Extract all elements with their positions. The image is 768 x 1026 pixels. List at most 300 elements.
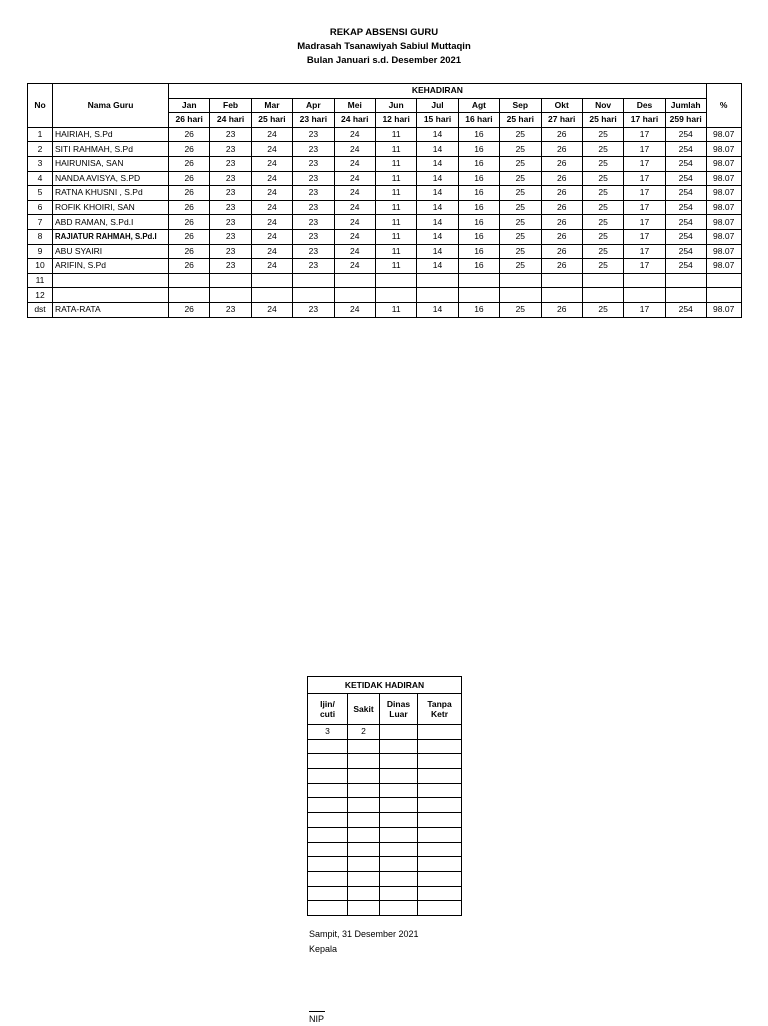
attendance-value: 254 <box>665 200 706 215</box>
attendance-value: 254 <box>665 171 706 186</box>
attendance-value: 14 <box>417 200 458 215</box>
absence-value <box>308 783 348 798</box>
attendance-value: 23 <box>210 259 251 274</box>
attendance-value <box>334 273 375 288</box>
table-row <box>28 142 742 157</box>
month-days: 25 hari <box>582 113 623 128</box>
attendance-value <box>582 288 623 303</box>
attendance-value: 23 <box>293 229 334 244</box>
month-days: 15 hari <box>417 113 458 128</box>
table-row <box>308 798 462 813</box>
teacher-name: SITI RAHMAH, S.Pd <box>53 142 169 157</box>
row-number: 5 <box>28 186 53 201</box>
attendance-percent: 98.07 <box>706 171 741 186</box>
attendance-value: 26 <box>169 142 210 157</box>
table-row <box>28 171 742 186</box>
attendance-value: 26 <box>541 156 582 171</box>
absence-header: KETIDAK HADIRAN <box>308 677 462 694</box>
absence-value <box>308 901 348 916</box>
attendance-value: 25 <box>582 200 623 215</box>
teacher-name: HAIRIAH, S.Pd <box>53 127 169 142</box>
attendance-value: 14 <box>417 171 458 186</box>
absence-value <box>308 754 348 769</box>
attendance-value: 11 <box>375 171 416 186</box>
attendance-value <box>541 288 582 303</box>
attendance-value: 24 <box>251 127 292 142</box>
col-no-header: No <box>28 84 53 128</box>
month-days: 24 hari <box>210 113 251 128</box>
attendance-value: 24 <box>334 229 375 244</box>
absence-value <box>308 886 348 901</box>
row-number: 10 <box>28 259 53 274</box>
attendance-value: 14 <box>417 259 458 274</box>
title-line-3: Bulan Januari s.d. Desember 2021 <box>306 55 462 66</box>
table-row <box>28 215 742 230</box>
attendance-value: 254 <box>665 259 706 274</box>
attendance-value: 24 <box>251 156 292 171</box>
absence-value <box>380 857 418 872</box>
absence-value <box>308 842 348 857</box>
table-row <box>28 127 742 142</box>
attendance-value: 26 <box>541 302 582 317</box>
absence-value <box>418 827 462 842</box>
attendance-value <box>624 273 665 288</box>
place-date: Sampit, 31 Desember 2021 <box>309 929 419 939</box>
attendance-value: 24 <box>251 302 292 317</box>
attendance-value: 24 <box>251 229 292 244</box>
teacher-name: HAIRUNISA, SAN <box>53 156 169 171</box>
attendance-value: 23 <box>210 244 251 259</box>
month-header: Agt <box>458 98 499 113</box>
attendance-value: 25 <box>500 302 541 317</box>
month-header: Jumlah <box>665 98 706 113</box>
teacher-name: ARIFIN, S.Pd <box>53 259 169 274</box>
absence-value <box>348 886 380 901</box>
attendance-value: 23 <box>293 302 334 317</box>
attendance-value: 11 <box>375 127 416 142</box>
attendance-value: 14 <box>417 302 458 317</box>
col-name-header: Nama Guru <box>53 84 169 128</box>
absence-value <box>348 739 380 754</box>
attendance-value: 17 <box>624 229 665 244</box>
absence-column: Dinas Luar <box>380 694 418 725</box>
attendance-value: 25 <box>500 200 541 215</box>
attendance-value: 11 <box>375 215 416 230</box>
table-row <box>308 871 462 886</box>
attendance-value: 17 <box>624 200 665 215</box>
table-row <box>308 769 462 784</box>
attendance-value: 26 <box>541 127 582 142</box>
attendance-value: 23 <box>210 171 251 186</box>
attendance-value: 16 <box>458 200 499 215</box>
col-percent-header: % <box>706 84 741 128</box>
absence-value <box>418 754 462 769</box>
absence-value <box>418 783 462 798</box>
attendance-value: 25 <box>582 229 623 244</box>
table-row <box>308 827 462 842</box>
attendance-value: 26 <box>169 156 210 171</box>
teacher-name: ABD RAMAN, S.Pd.I <box>53 215 169 230</box>
absence-value <box>348 871 380 886</box>
attendance-value: 24 <box>251 142 292 157</box>
attendance-value: 23 <box>210 229 251 244</box>
attendance-value: 26 <box>169 127 210 142</box>
absence-value <box>348 754 380 769</box>
absence-value <box>348 769 380 784</box>
attendance-value: 25 <box>582 156 623 171</box>
attendance-value: 23 <box>293 186 334 201</box>
attendance-value: 23 <box>210 215 251 230</box>
attendance-value: 17 <box>624 127 665 142</box>
attendance-value: 11 <box>375 200 416 215</box>
teacher-name: ROFIK KHOIRI, SAN <box>53 200 169 215</box>
attendance-value: 25 <box>500 259 541 274</box>
attendance-value: 26 <box>169 229 210 244</box>
table-row <box>308 754 462 769</box>
month-header: Apr <box>293 98 334 113</box>
attendance-value: 26 <box>169 215 210 230</box>
title-line-1: REKAP ABSENSI GURU <box>329 27 439 38</box>
absence-value <box>348 813 380 828</box>
attendance-value: 24 <box>334 186 375 201</box>
attendance-percent: 98.07 <box>706 259 741 274</box>
month-header: Des <box>624 98 665 113</box>
teacher-name: RAJIATUR RAHMAH, S.Pd.I <box>53 229 169 244</box>
month-header: Jun <box>375 98 416 113</box>
attendance-value: 254 <box>665 302 706 317</box>
row-number: 4 <box>28 171 53 186</box>
attendance-value: 25 <box>500 244 541 259</box>
attendance-value: 14 <box>417 142 458 157</box>
teacher-name: RATA-RATA <box>53 302 169 317</box>
absence-value <box>308 798 348 813</box>
absence-value <box>348 798 380 813</box>
attendance-value: 24 <box>334 200 375 215</box>
absence-value: 2 <box>348 725 380 740</box>
absence-value <box>418 857 462 872</box>
attendance-percent: 98.07 <box>706 302 741 317</box>
attendance-value: 24 <box>251 186 292 201</box>
attendance-value: 25 <box>500 215 541 230</box>
attendance-percent: 98.07 <box>706 186 741 201</box>
absence-value <box>308 739 348 754</box>
attendance-value: 24 <box>334 156 375 171</box>
absence-value <box>380 725 418 740</box>
attendance-value: 23 <box>293 200 334 215</box>
nip-label: NIP <box>309 1014 325 1024</box>
absence-value <box>308 857 348 872</box>
title-line-2: Madrasah Tsanawiyah Sabiul Muttaqin <box>297 41 471 52</box>
row-number: 6 <box>28 200 53 215</box>
kehadiran-header: KEHADIRAN <box>169 84 707 99</box>
absence-value <box>308 871 348 886</box>
absence-value <box>380 886 418 901</box>
absence-value <box>380 798 418 813</box>
attendance-value: 14 <box>417 156 458 171</box>
absence-value <box>418 813 462 828</box>
attendance-value: 25 <box>500 127 541 142</box>
attendance-value <box>293 288 334 303</box>
attendance-percent: 98.07 <box>706 215 741 230</box>
table-row <box>308 783 462 798</box>
attendance-value: 24 <box>251 215 292 230</box>
attendance-value: 11 <box>375 229 416 244</box>
absence-value <box>380 769 418 784</box>
attendance-value <box>500 273 541 288</box>
table-row <box>308 842 462 857</box>
row-number: 9 <box>28 244 53 259</box>
row-number: 3 <box>28 156 53 171</box>
absence-column: Ijin/ cuti <box>308 694 348 725</box>
attendance-value: 17 <box>624 142 665 157</box>
attendance-value: 24 <box>251 259 292 274</box>
attendance-value: 26 <box>169 244 210 259</box>
attendance-value <box>624 288 665 303</box>
row-number: 1 <box>28 127 53 142</box>
attendance-value: 254 <box>665 156 706 171</box>
month-days: 25 hari <box>500 113 541 128</box>
month-days: 27 hari <box>541 113 582 128</box>
attendance-value: 25 <box>500 156 541 171</box>
table-row <box>308 813 462 828</box>
attendance-value <box>417 273 458 288</box>
attendance-value: 24 <box>334 259 375 274</box>
absence-value <box>348 783 380 798</box>
attendance-value: 11 <box>375 302 416 317</box>
attendance-value: 24 <box>334 127 375 142</box>
attendance-value: 23 <box>293 127 334 142</box>
attendance-value: 16 <box>458 259 499 274</box>
month-header: Sep <box>500 98 541 113</box>
attendance-value: 25 <box>582 215 623 230</box>
absence-value <box>308 769 348 784</box>
month-header: Mar <box>251 98 292 113</box>
teacher-name: NANDA AVISYA, S.PD <box>53 171 169 186</box>
attendance-value: 17 <box>624 156 665 171</box>
attendance-value: 23 <box>293 215 334 230</box>
table-row <box>28 273 742 288</box>
absence-value <box>418 798 462 813</box>
attendance-value: 26 <box>541 259 582 274</box>
table-row <box>28 288 742 303</box>
absence-value <box>380 783 418 798</box>
teacher-name <box>53 273 169 288</box>
absence-value <box>418 739 462 754</box>
table-row <box>28 259 742 274</box>
attendance-value: 254 <box>665 215 706 230</box>
absence-value <box>418 725 462 740</box>
signer-role: Kepala <box>309 944 338 954</box>
absence-column: Sakit <box>348 694 380 725</box>
table-row <box>308 725 462 740</box>
attendance-value: 14 <box>417 229 458 244</box>
absence-value <box>418 842 462 857</box>
attendance-value: 16 <box>458 215 499 230</box>
attendance-percent: 98.07 <box>706 229 741 244</box>
attendance-value: 25 <box>582 142 623 157</box>
attendance-value: 11 <box>375 259 416 274</box>
attendance-value: 23 <box>210 142 251 157</box>
absence-value <box>418 769 462 784</box>
attendance-value: 23 <box>293 171 334 186</box>
attendance-value: 26 <box>169 302 210 317</box>
attendance-value: 16 <box>458 229 499 244</box>
attendance-percent: 98.07 <box>706 142 741 157</box>
teacher-name: RATNA KHUSNI , S.Pd <box>53 186 169 201</box>
attendance-value: 23 <box>293 156 334 171</box>
month-days: 25 hari <box>251 113 292 128</box>
attendance-value <box>169 273 210 288</box>
absence-value <box>348 901 380 916</box>
attendance-value: 26 <box>541 171 582 186</box>
attendance-value: 26 <box>169 259 210 274</box>
attendance-value: 24 <box>251 244 292 259</box>
attendance-value: 23 <box>293 142 334 157</box>
month-days: 16 hari <box>458 113 499 128</box>
month-header: Mei <box>334 98 375 113</box>
attendance-value: 24 <box>251 171 292 186</box>
attendance-value: 254 <box>665 186 706 201</box>
attendance-value: 24 <box>334 171 375 186</box>
table-row <box>308 739 462 754</box>
attendance-value: 24 <box>334 244 375 259</box>
attendance-value: 25 <box>500 229 541 244</box>
row-number: 8 <box>28 229 53 244</box>
table-row <box>308 901 462 916</box>
month-days: 259 hari <box>665 113 706 128</box>
table-row <box>28 186 742 201</box>
attendance-value: 16 <box>458 171 499 186</box>
attendance-value <box>417 288 458 303</box>
attendance-value: 24 <box>334 142 375 157</box>
attendance-value: 25 <box>500 171 541 186</box>
attendance-value: 23 <box>293 259 334 274</box>
attendance-value: 26 <box>541 215 582 230</box>
attendance-value: 26 <box>169 171 210 186</box>
attendance-value <box>334 288 375 303</box>
attendance-value: 14 <box>417 244 458 259</box>
attendance-value: 24 <box>334 302 375 317</box>
attendance-value: 23 <box>293 244 334 259</box>
teacher-name <box>53 288 169 303</box>
absence-value <box>380 901 418 916</box>
attendance-value <box>665 273 706 288</box>
attendance-value: 14 <box>417 186 458 201</box>
attendance-value: 254 <box>665 229 706 244</box>
table-row <box>28 302 742 317</box>
absence-value <box>380 827 418 842</box>
row-number: dst <box>28 302 53 317</box>
attendance-value: 11 <box>375 142 416 157</box>
absence-value <box>308 827 348 842</box>
attendance-value: 16 <box>458 244 499 259</box>
absence-column-row <box>308 694 462 725</box>
absence-value <box>418 886 462 901</box>
absence-column: Tanpa Ketr <box>418 694 462 725</box>
absence-value <box>418 901 462 916</box>
absence-value <box>348 842 380 857</box>
attendance-value: 25 <box>500 142 541 157</box>
absence-value <box>380 842 418 857</box>
attendance-value: 254 <box>665 244 706 259</box>
absence-value <box>380 754 418 769</box>
attendance-value <box>665 288 706 303</box>
attendance-value: 25 <box>582 186 623 201</box>
attendance-value: 16 <box>458 142 499 157</box>
attendance-value: 17 <box>624 215 665 230</box>
attendance-value: 23 <box>210 127 251 142</box>
attendance-value <box>500 288 541 303</box>
attendance-value: 17 <box>624 171 665 186</box>
attendance-value: 23 <box>210 200 251 215</box>
attendance-value <box>375 288 416 303</box>
attendance-value: 14 <box>417 127 458 142</box>
row-number: 11 <box>28 273 53 288</box>
attendance-value: 25 <box>582 259 623 274</box>
attendance-percent <box>706 273 741 288</box>
attendance-value: 24 <box>334 215 375 230</box>
month-header: Jul <box>417 98 458 113</box>
attendance-value <box>582 273 623 288</box>
attendance-value: 25 <box>582 127 623 142</box>
table-row <box>28 200 742 215</box>
absence-value <box>308 813 348 828</box>
month-header: Feb <box>210 98 251 113</box>
month-days: 12 hari <box>375 113 416 128</box>
row-number: 2 <box>28 142 53 157</box>
attendance-value: 17 <box>624 244 665 259</box>
attendance-value: 26 <box>541 200 582 215</box>
table-row <box>28 156 742 171</box>
attendance-value: 14 <box>417 215 458 230</box>
attendance-percent: 98.07 <box>706 244 741 259</box>
attendance-value: 254 <box>665 127 706 142</box>
month-days: 24 hari <box>334 113 375 128</box>
absence-value <box>380 739 418 754</box>
attendance-value: 25 <box>582 244 623 259</box>
attendance-value: 16 <box>458 302 499 317</box>
attendance-value <box>458 288 499 303</box>
attendance-value: 26 <box>541 142 582 157</box>
attendance-value: 16 <box>458 186 499 201</box>
attendance-value: 26 <box>169 200 210 215</box>
attendance-percent: 98.07 <box>706 127 741 142</box>
absence-value <box>380 871 418 886</box>
attendance-value: 23 <box>210 186 251 201</box>
absence-value <box>348 827 380 842</box>
attendance-value: 26 <box>541 186 582 201</box>
absence-table <box>307 676 462 916</box>
table-row <box>28 244 742 259</box>
report-title <box>0 26 768 68</box>
month-days: 26 hari <box>169 113 210 128</box>
attendance-value: 26 <box>541 229 582 244</box>
attendance-value: 17 <box>624 259 665 274</box>
attendance-value <box>251 288 292 303</box>
month-header: Jan <box>169 98 210 113</box>
attendance-value: 11 <box>375 186 416 201</box>
attendance-value: 23 <box>210 302 251 317</box>
attendance-value: 16 <box>458 127 499 142</box>
absence-value <box>380 813 418 828</box>
attendance-value: 25 <box>500 186 541 201</box>
absence-value <box>418 871 462 886</box>
attendance-percent: 98.07 <box>706 200 741 215</box>
attendance-value: 11 <box>375 156 416 171</box>
attendance-value: 26 <box>169 186 210 201</box>
attendance-value <box>251 273 292 288</box>
attendance-value: 25 <box>582 302 623 317</box>
